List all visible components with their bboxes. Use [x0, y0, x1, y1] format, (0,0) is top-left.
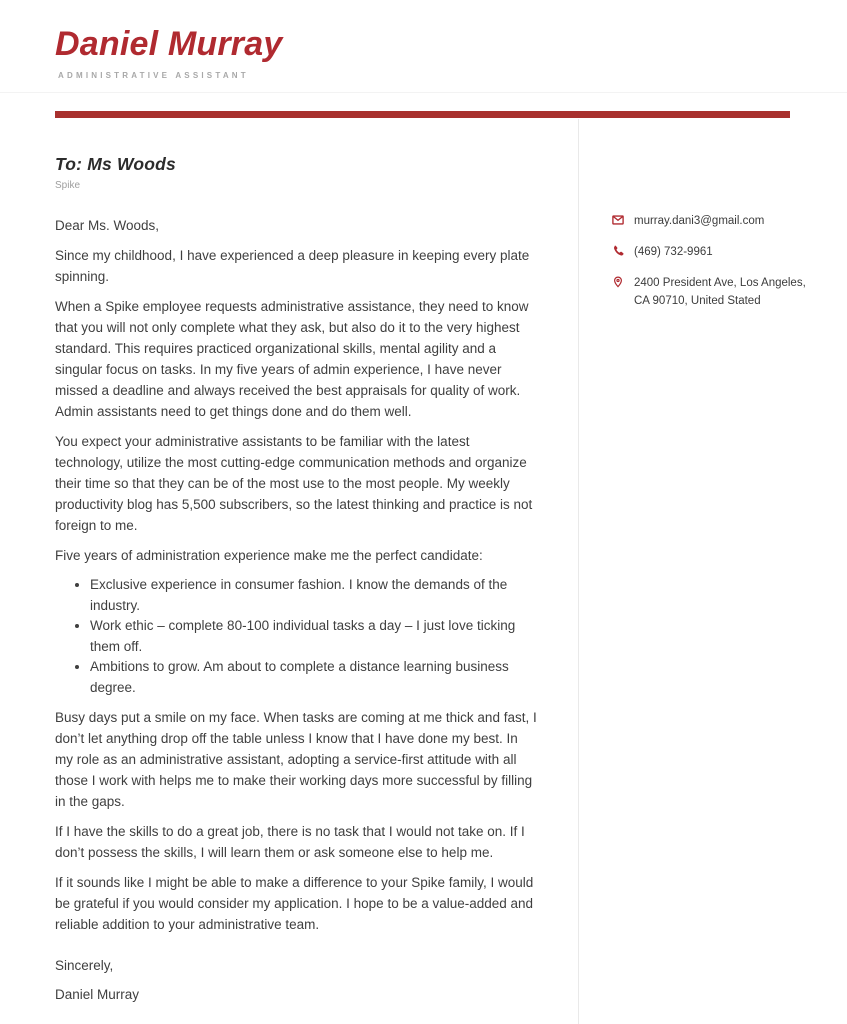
- paragraph-7: If it sounds like I might be able to make a difference to your Spike family, I would be grateful if you would consider my application. I hope to be a value-added and reliable addition to your administrative team.: [55, 875, 534, 932]
- bullet-item: • Exclusive experience in consumer fashion. I know the demands of the industry.: [90, 575, 539, 616]
- email-icon: [612, 214, 624, 226]
- signature-name: Daniel Murray: [55, 987, 140, 1002]
- contact-phone: (469) 732-9961: [634, 246, 713, 258]
- salutation: Dear Ms. Woods,: [55, 218, 160, 233]
- paragraph-6: If I have the skills to do a great job, there is no task that I would not take on. If I don’t possess the skills, I will learn them or ask someone else to help me.: [55, 824, 525, 860]
- contact-email: murray.dani3@gmail.com: [634, 215, 765, 227]
- candidate-job-title: ADMINISTRATIVE ASSISTANT: [58, 71, 249, 81]
- paragraph-4: Five years of administration experience make me the perfect candidate:: [55, 548, 483, 563]
- closing: Sincerely,: [55, 958, 114, 973]
- header-hairline: [0, 92, 847, 93]
- location-pin-icon: [612, 276, 624, 288]
- contact-phone-row: [612, 243, 812, 261]
- bullet-item: • Ambitions to grow. Am about to complete a distance learning business degree.: [90, 657, 539, 698]
- candidate-name: Daniel Murray: [55, 25, 283, 63]
- contact-sidebar: [612, 212, 812, 323]
- contact-email-row: [612, 212, 812, 230]
- letter-body-column: [55, 154, 539, 1005]
- contact-address-line1: 2400 President Ave, Los Angeles,: [634, 277, 806, 289]
- phone-icon: [612, 245, 624, 257]
- paragraph-3: You expect your administrative assistants to be familiar with the latest technology, utilize the most cutting-edge communication methods and organize their time so that they can be of the most use to the most people. My weekly productivity blog has 5,500 subscribers, so the latest thinking and practice is not foreign to me.: [55, 434, 533, 533]
- letter-header: [55, 26, 282, 80]
- paragraph-1: Since my childhood, I have experienced a deep pleasure in keeping every plate spinning.: [55, 248, 530, 284]
- candidate-bullet-list: [55, 575, 539, 698]
- paragraph-5: Busy days put a smile on my face. When tasks are coming at me thick and fast, I don’t let anything drop off the table unless I know that I have done my best. In my role as an administrative assistant, adopting a service-first attitude with all those I work with helps me to make their working days more successful by filling in the gaps.: [55, 710, 537, 809]
- contact-address-line2: CA 90710, United Stated: [634, 295, 761, 307]
- contact-address-row: [612, 274, 812, 310]
- contact-address: [634, 274, 806, 310]
- accent-bar: [55, 111, 790, 118]
- paragraph-2: When a Spike employee requests administrative assistance, they need to know that you will not only complete what they ask, but also do it to the very highest standard. This requires practiced organizational skills, mental agility and a singular focus on tasks. In my five years of admin experience, I have never missed a deadline and always received the best appraisals for quality of work. Admin assistants need to get things done and do them well.: [55, 299, 529, 419]
- column-divider: [578, 119, 579, 1024]
- recipient-heading: To: Ms Woods: [55, 154, 176, 174]
- bullet-item: • Work ethic – complete 80-100 individual tasks a day – I just love ticking them off.: [90, 616, 539, 657]
- recipient-company: Spike: [55, 180, 81, 191]
